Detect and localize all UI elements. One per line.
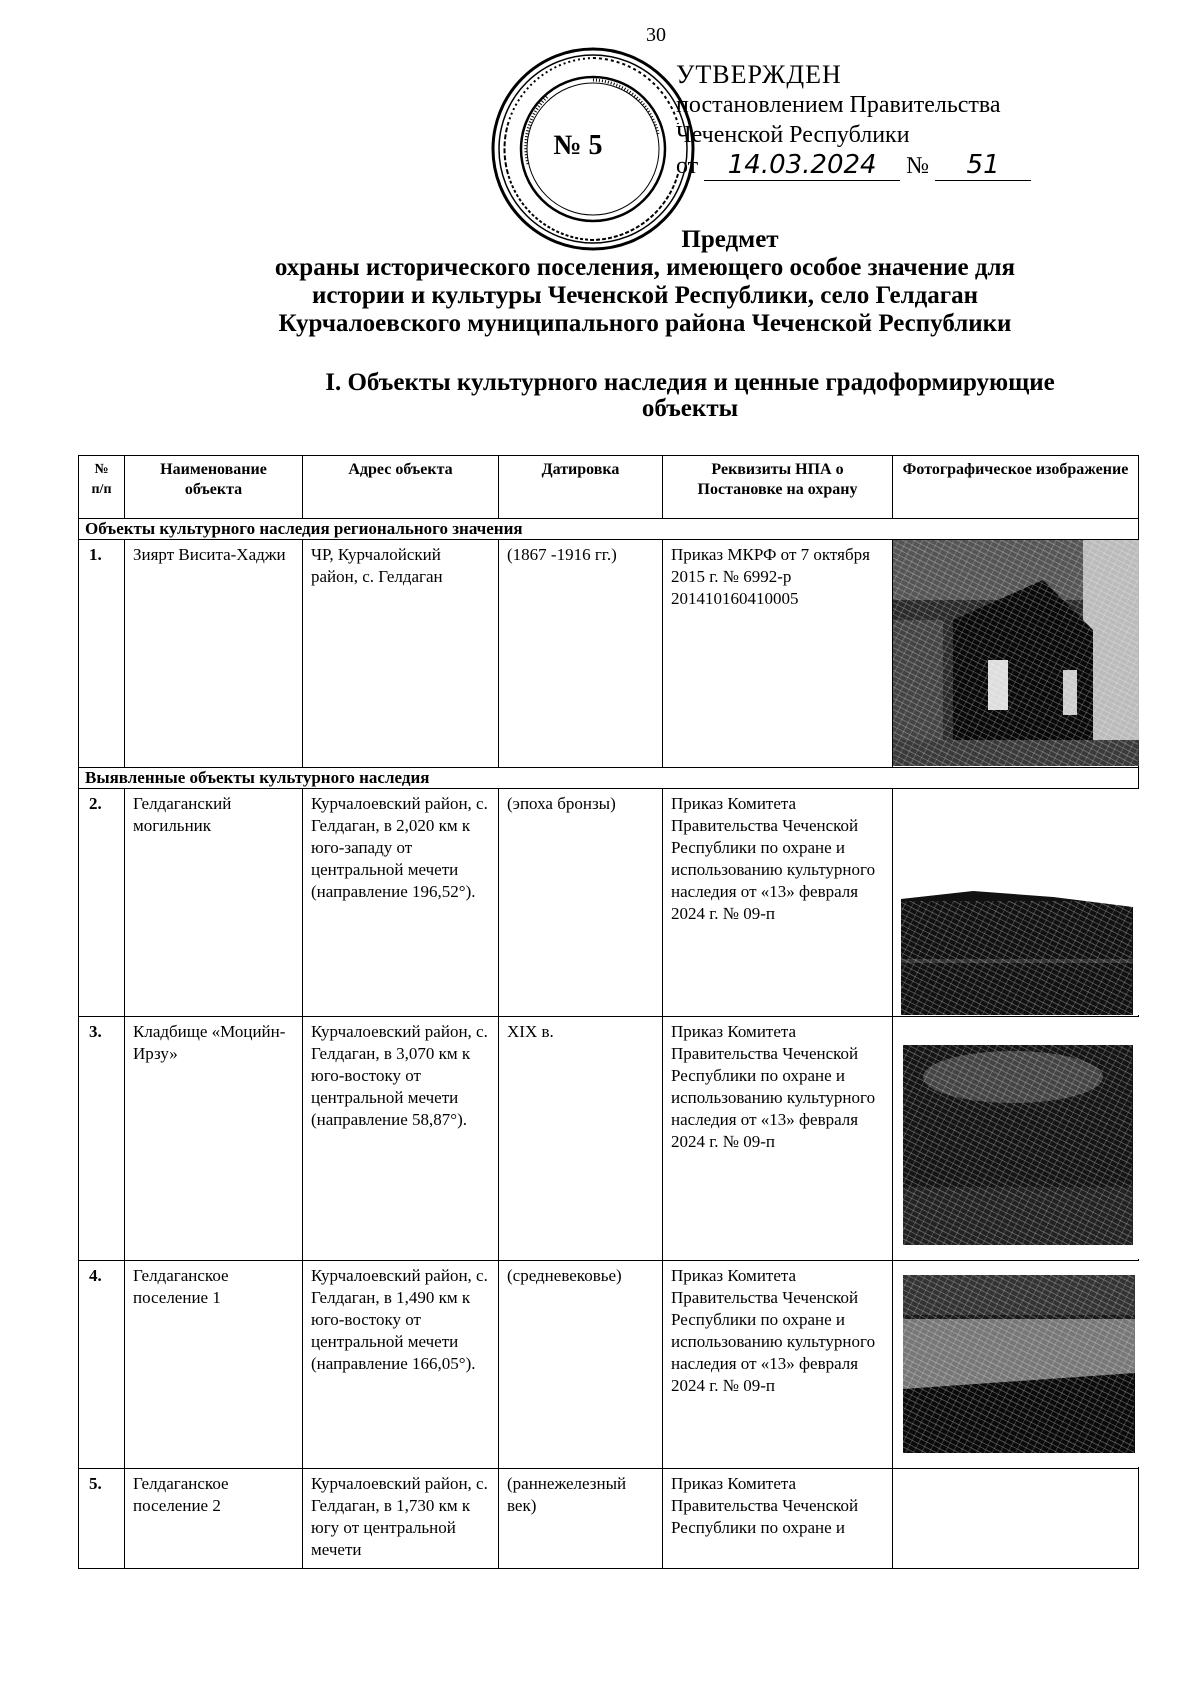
row-dating: (средневековье) bbox=[499, 1261, 663, 1469]
row-npa: Приказ Комитета Правительства Чеченской Республики по охране и использованию культурного наследия от «13» февраля 2024 г. № 09-п bbox=[663, 789, 893, 1017]
row-num: 3. bbox=[79, 1017, 125, 1261]
header-num: № п/п bbox=[79, 456, 125, 519]
table-row bbox=[79, 1017, 1139, 1261]
seal-number: № 5 bbox=[553, 130, 603, 161]
table-row bbox=[79, 789, 1139, 1017]
group-label-identified: Выявленные объекты культурного наследия bbox=[79, 768, 1139, 789]
row-name: Гелдаганский могильник bbox=[125, 789, 303, 1017]
official-seal bbox=[488, 44, 698, 254]
group-row-identified bbox=[79, 768, 1139, 789]
row-dating: XIX в. bbox=[499, 1017, 663, 1261]
approval-line-decree: постановлением Правительства bbox=[676, 92, 1001, 118]
row-dating: (эпоха бронзы) bbox=[499, 789, 663, 1017]
header-address: Адрес объекта bbox=[303, 456, 499, 519]
row-address: ЧР, Курчалойский район, с. Гелдаган bbox=[303, 540, 499, 768]
row-num: 2. bbox=[79, 789, 125, 1017]
row-npa: Приказ Комитета Правительства Чеченской Республики по охране и использованию культурного наследия от «13» февраля 2024 г. № 09-п bbox=[663, 1017, 893, 1261]
header-npa: Реквизиты НПА о Постановке на охрану bbox=[663, 456, 893, 519]
group-row-regional bbox=[79, 519, 1139, 540]
photo-cemetery bbox=[893, 1017, 1138, 1259]
photo-settlement-1 bbox=[893, 1261, 1138, 1467]
header-dating: Датировка bbox=[499, 456, 663, 519]
document-title bbox=[160, 226, 1130, 338]
row-name: Кладбище «Моцийн-Ирзу» bbox=[125, 1017, 303, 1261]
row-dating: (раннежелезный век) bbox=[499, 1469, 663, 1569]
row-num: 1. bbox=[79, 540, 125, 768]
section-line-1: I. Объекты культурного наследия и ценные градоформирующие bbox=[325, 369, 1055, 396]
approval-block bbox=[676, 60, 1031, 181]
header-name: Наименование объекта bbox=[125, 456, 303, 519]
approval-line-republic: Чеченской Республики bbox=[676, 122, 910, 148]
row-name: Гелдаганское поселение 1 bbox=[125, 1261, 303, 1469]
approval-date-line bbox=[676, 150, 1031, 181]
handwritten-number: 51 bbox=[935, 150, 1031, 181]
row-num: 5. bbox=[79, 1469, 125, 1569]
row-address: Курчалоевский район, с. Гелдаган, в 2,020 км к юго-западу от центральной мечети (направление 196,52°). bbox=[303, 789, 499, 1017]
row-address: Курчалоевский район, с. Гелдаган, в 1,490 км к юго-востоку от центральной мечети (направление 166,05°). bbox=[303, 1261, 499, 1469]
table-row bbox=[79, 1261, 1139, 1469]
row-dating: (1867 -1916 гг.) bbox=[499, 540, 663, 768]
table-row bbox=[79, 540, 1139, 768]
row-num: 4. bbox=[79, 1261, 125, 1469]
photo-burial-ground bbox=[893, 789, 1138, 1015]
page-number: 30 bbox=[646, 24, 666, 46]
row-name: Гелдаганское поселение 2 bbox=[125, 1469, 303, 1569]
title-line-2: охраны исторического поселения, имеющего особое значение для bbox=[274, 254, 1016, 281]
row-photo-empty bbox=[893, 1469, 1139, 1569]
row-photo bbox=[893, 789, 1139, 1017]
title-line-4: Курчалоевского муниципального района Чеченской Республики bbox=[278, 310, 1012, 337]
row-photo bbox=[893, 1261, 1139, 1469]
group-label-regional: Объекты культурного наследия регионального значения bbox=[79, 519, 1139, 540]
table-header-row bbox=[79, 456, 1139, 519]
title-line-1: Предмет bbox=[681, 226, 779, 253]
title-line-3: истории и культуры Чеченской Республики, село Гелдаган bbox=[311, 282, 979, 309]
section-heading bbox=[240, 370, 1140, 422]
heritage-objects-table bbox=[78, 455, 1139, 1569]
date-prefix: от bbox=[676, 153, 699, 179]
row-npa: Приказ МКРФ от 7 октября 2015 г. № 6992-р 201410160410005 bbox=[663, 540, 893, 768]
table-row bbox=[79, 1469, 1139, 1569]
row-address: Курчалоевский район, с. Гелдаган, в 1,730 км к югу от центральной мечети bbox=[303, 1469, 499, 1569]
row-npa: Приказ Комитета Правительства Чеченской Республики по охране и использованию культурного наследия от «13» февраля 2024 г. № 09-п bbox=[663, 1261, 893, 1469]
row-name: Зиярт Висита-Хаджи bbox=[125, 540, 303, 768]
number-prefix: № bbox=[906, 153, 930, 179]
row-photo bbox=[893, 1017, 1139, 1261]
row-photo bbox=[893, 540, 1139, 768]
photo-mausoleum bbox=[893, 540, 1138, 766]
header-photo: Фотографическое изображение bbox=[893, 456, 1139, 519]
handwritten-date: 14.03.2024 bbox=[704, 150, 900, 181]
approval-heading: УТВЕРЖДЕН bbox=[676, 60, 842, 89]
section-line-2: объекты bbox=[641, 395, 739, 422]
row-npa: Приказ Комитета Правительства Чеченской Республики по охране и bbox=[663, 1469, 893, 1569]
row-address: Курчалоевский район, с. Гелдаган, в 3,070 км к юго-востоку от центральной мечети (направление 58,87°). bbox=[303, 1017, 499, 1261]
